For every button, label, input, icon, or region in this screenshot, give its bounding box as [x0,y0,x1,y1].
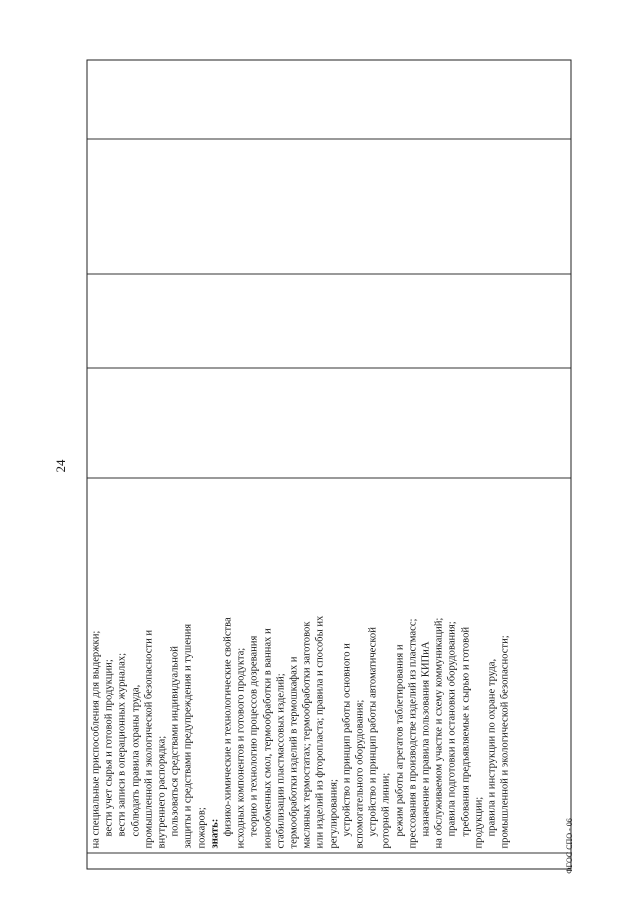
requirement-line: вести учет сырья и готовой продукции; [103,659,115,837]
requirement-line: или изделий из фторопласта; правила и способы их [314,615,326,849]
requirement-line: знать: [209,818,221,849]
requirement-line: на специальные приспособления для выдержки; [90,630,102,849]
requirement-line: пользоваться средствами индивидуальной [169,646,181,837]
requirement-line: устройство и принцип работы основного и [341,643,353,837]
requirement-line: соблюдать правила охраны труда, [130,684,142,837]
requirement-line: внутреннего распорядка; [156,735,168,849]
requirements-text [90,481,513,849]
footer-doc-code: ФГОС СПО - 06 [565,818,574,874]
requirement-line: защиты и средствами предупреждения и тушения [182,623,194,849]
requirement-line: правила подготовки и остановки оборудования; [446,621,458,837]
table-column-code [88,853,571,869]
requirement-line: роторной линии; [380,772,392,849]
requirement-line: правила и инструкции по охране труда, [486,658,498,837]
requirement-line: физико-химические и технологические свойства [222,617,234,837]
requirement-line: вести записи в операционных журналах; [116,652,128,837]
requirement-line: регулирования; [328,779,340,849]
table-column-hours-total [88,368,571,478]
requirement-line: теорию и технологию процессов дозревания [248,635,260,837]
requirement-line: стабилизации пластмассовых изделий; [275,673,287,849]
requirement-line: термообработки изделий в термошкафах и [288,656,300,849]
requirement-line: исходных компонентов и готового продукта; [235,647,247,849]
requirement-line: пожаров; [196,807,208,849]
rotated-table-page [87,60,572,870]
requirement-line: устройство и принцип работы автоматической [367,627,379,837]
requirement-line: режим работы агрегатов таблетирования и [394,644,406,837]
requirement-line: масляных термостатах; термообработки заготовок [301,621,313,849]
page-number: 24 [53,459,68,473]
table-column-hours-required [88,274,571,368]
requirement-line: промышленной и экологической безопасности; [499,635,511,849]
requirement-line: назначение и правила пользования КИПиА [420,641,432,837]
requirement-line: промышленной и экологической безопасности и [143,629,155,849]
curriculum-table [87,60,572,870]
table-column-competencies [88,59,571,139]
requirement-line: ионообменных смол, термообработки в ваннах и [262,628,274,849]
table-column-disciplines [88,139,571,274]
requirement-line: прессования в производстве изделий из пластмасс; [407,618,419,849]
requirement-line: требования предъявляемые к сырью и готовой [460,626,472,837]
requirement-line: продукции; [473,796,485,849]
requirement-line: на обслуживаемом участке и схему коммуникаций; [433,617,445,849]
requirement-line: вспомогательного оборудования; [354,699,366,849]
